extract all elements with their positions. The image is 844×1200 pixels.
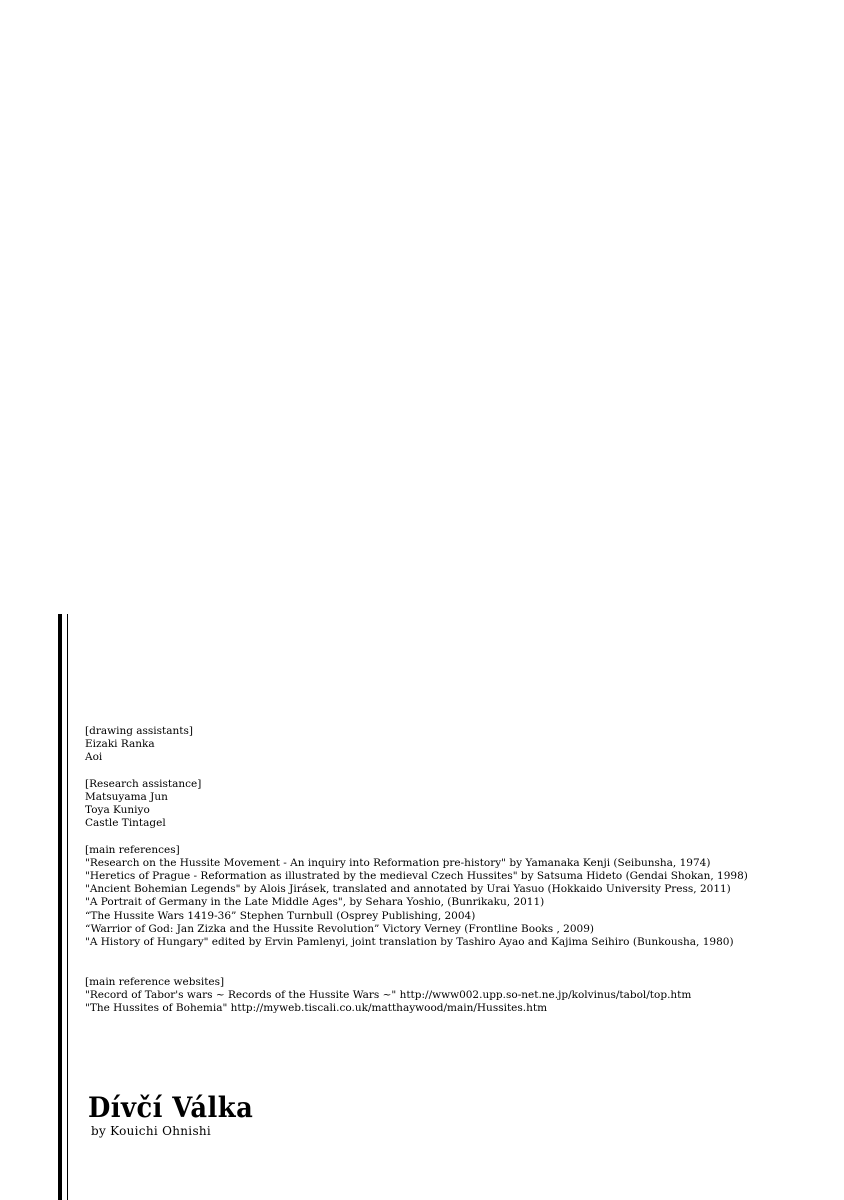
research-assistant-name: Castle Tintagel (85, 817, 166, 830)
drawing-assistants-heading: [drawing assistants] (85, 725, 193, 737)
logo-title: Dívčí Válka (88, 1091, 254, 1124)
research-assistant-name: Matsuyama Jun (85, 790, 168, 803)
reference-item: "Ancient Bohemian Legends" by Alois Jirásek, translated and annotated by Urai Yasuo (Hokkaido University Press, 2011) (85, 883, 731, 896)
credits-block (85, 725, 825, 1015)
drawing-assistant-name: Eizaki Ranka (85, 738, 155, 751)
reference-item: "Heretics of Prague - Reformation as illustrated by the medieval Czech Hussites" by Satsuma Hideto (Gendai Shokan, 1998) (85, 870, 748, 883)
left-margin-thick-rule (58, 614, 62, 1200)
main-references-heading: [main references] (85, 843, 180, 856)
reference-website-item: "The Hussites of Bohemia" http://myweb.tiscali.co.uk/matthaywood/main/Hussites.htm (85, 1001, 548, 1014)
logo-byline: by Kouichi Ohnishi (91, 1124, 212, 1138)
book-logo (88, 1092, 268, 1138)
reference-item: “Warrior of God: Jan Zizka and the Hussite Revolution” Victory Verney (Frontline Books , 2009) (85, 922, 594, 935)
reference-item: "Research on the Hussite Movement - An inquiry into Reformation pre-history" by Yamanaka Kenji (Seibunsha, 1974) (85, 856, 711, 869)
reference-item: “The Hussite Wars 1419-36” Stephen Turnbull (Osprey Publishing, 2004) (85, 909, 476, 922)
research-assistance-heading: [Research assistance] (85, 777, 202, 790)
drawing-assistant-name: Aoi (85, 751, 103, 764)
left-margin-thin-rule (67, 614, 68, 1200)
reference-item: "A Portrait of Germany in the Late Middle Ages", by Sehara Yoshio, (Bunrikaku, 2011) (85, 896, 545, 909)
reference-website-item: "Record of Tabor's wars ~ Records of the Hussite Wars ~" http://www002.upp.so-net.ne.jp/kolvinus/tabol/top.htm (85, 988, 692, 1001)
reference-item: "A History of Hungary" edited by Ervin Pamlenyi, joint translation by Tashiro Ayao and Kajima Seihiro (Bunkousha, 1980) (85, 936, 734, 948)
research-assistant-name: Toya Kuniyo (85, 804, 150, 817)
main-reference-websites-heading: [main reference websites] (85, 975, 225, 988)
